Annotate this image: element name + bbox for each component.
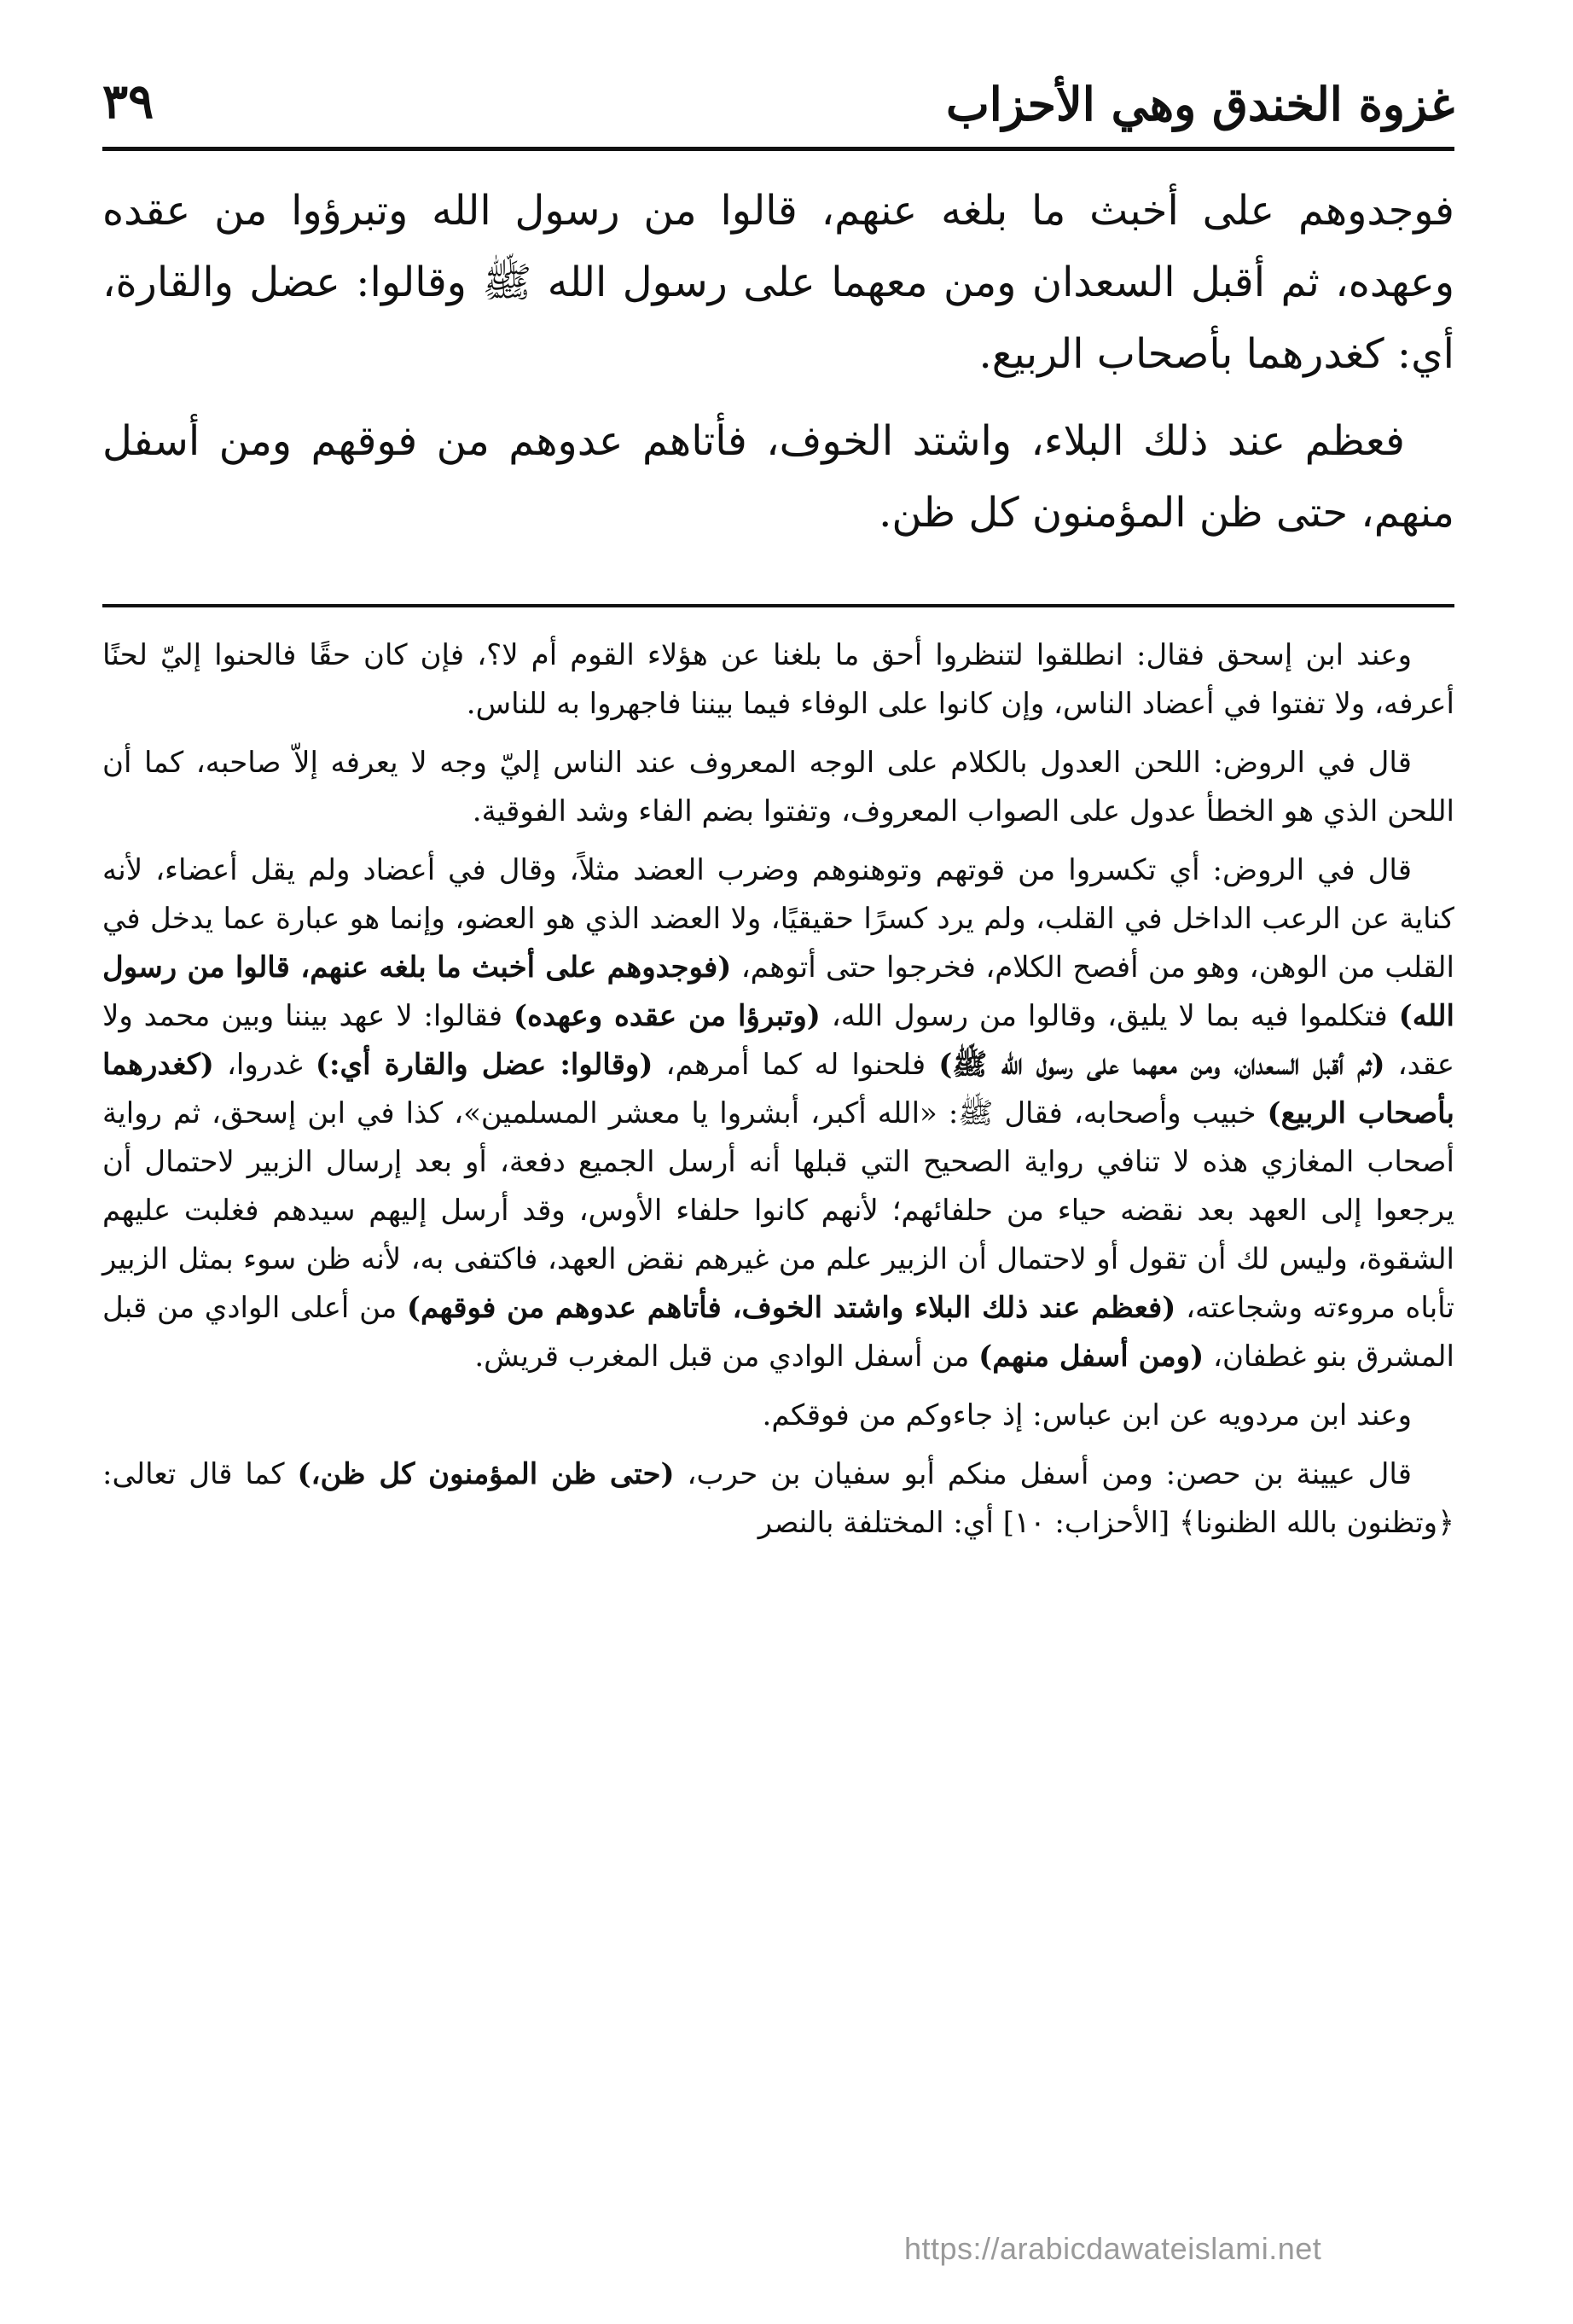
main-paragraph-1: فوجدوهم على أخبث ما بلغه عنهم، قالوا من رسول الله وتبرؤوا من عقده وعهده، ثم أقبل السعدان ومن معهما على رسول الله ﷺ وقالوا: عضل والقارة، أي: كغدرهما بأصحاب الربيع.: [102, 187, 1454, 378]
quoted-matn: (كغدرهما بأصحاب الربيع): [102, 1048, 1454, 1130]
commentary-paragraph-4: وعند ابن مردويه عن ابن عباس: إذ جاءوكم من فوقكم.: [762, 1398, 1412, 1432]
quoted-matn: (فعظم عند ذلك البلاء واشتد الخوف، فأتاهم عدوهم من فوقهم): [406, 1291, 1176, 1325]
commentary: [102, 631, 1454, 1558]
commentary-text: كما قال تعالى: ﴿وتظنون بالله الظنونا﴾ [الأحزاب: ١٠] أي: المختلفة بالنصر: [102, 1457, 1454, 1540]
commentary-text: فقالوا: لا عهد بيننا وبين محمد ولا عقد،: [102, 999, 1454, 1082]
commentary-text: قال في الروض: أي تكسروا من قوتهم وتوهنوهم وضرب العضد مثلاً، وقال في أعضاد ولم يقل أعضاء، لأنه كناية عن الرعب الداخل في القلب، ولم يرد كسرًا حقيقيًا، ولا العضد الذي هو العضو، وإنما هو عبارة عما يدخل في القلب من الوهن، وهو من أفصح الكلام، فخرجوا حتى أتوهم،: [102, 853, 1454, 985]
commentary-paragraph-2: قال في الروض: اللحن العدول بالكلام على الوجه المعروف عند الناس إليّ وجه لا يعرفه إلاّ صاحبه، كما أن اللحن الذي هو الخطأ عدول على الصواب المعروف، وتفتوا بضم الفاء وشد الفوقية.: [102, 746, 1454, 828]
quoted-matn: (ثم أقبل السعدان، ومن معهما على رسول الله ﷺ): [938, 1048, 1385, 1082]
commentary-text: فلحنوا له كما أمرهم،: [653, 1048, 939, 1082]
quoted-matn: (حتى ظن المؤمنون كل ظن،): [297, 1457, 675, 1491]
commentary-paragraph-5: [102, 1450, 1454, 1548]
page-number: ٣٩: [102, 73, 154, 130]
commentary-paragraph-3: [102, 846, 1454, 1381]
main-text: [102, 175, 1454, 564]
running-title: غزوة الخندق وهي الأحزاب: [945, 77, 1454, 131]
commentary-text: من أعلى الوادي من قبل المشرق بنو غطفان،: [102, 1291, 1454, 1374]
commentary-text: غدروا،: [213, 1048, 316, 1082]
commentary-text: من أسفل الوادي من قبل المغرب قريش.: [474, 1339, 979, 1374]
page-header: [102, 68, 1454, 145]
header-rule: [102, 147, 1454, 151]
quoted-matn: (وتبرؤا من عقده وعهده): [513, 999, 821, 1033]
commentary-paragraph-1: وعند ابن إسحق فقال: انطلقوا لتنظروا أحق ما بلغنا عن هؤلاء القوم أم لا؟، فإن كان حقًا فالحنوا إليّ لحنًا أعرفه، ولا تفتوا في أعضاد الناس، وإن كانوا على الوفاء فيما بيننا فاجهروا به للناس.: [102, 638, 1454, 721]
commentary-text: فتكلموا فيه بما لا يليق، وقالوا من رسول الله،: [820, 999, 1399, 1033]
quoted-matn: (ومن أسفل منهم): [978, 1339, 1204, 1374]
commentary-text: خبيب وأصحابه، فقال ﷺ: «الله أكبر، أبشروا يا معشر المسلمين»، كذا في ابن إسحق، ثم رواية أصحاب المغازي هذه لا تنافي رواية الصحيح التي قبلها أنه أرسل الجميع دفعة، أو بعد إرسال الزبير لاحتمال أن يرجعوا إلى العهد بعد نقضه حياء من حلفائهم؛ لأنهم كانوا حلفاء الأوس، وقد أرسل إليهم سيدهم فغلبت عليهم الشقوة، وليس لك أن تقول أو لاحتمال أن الزبير علم من غيرهم نقض العهد، فاكتفى به، لأنه ظن سوء بمثل الزبير تأباه مروءته وشجاعته،: [102, 1096, 1455, 1325]
commentary-text: قال عيينة بن حصن: ومن أسفل منكم أبو سفيان بن حرب،: [674, 1457, 1412, 1491]
main-paragraph-2: فعظم عند ذلك البلاء، واشتد الخوف، فأتاهم عدوهم من فوقهم ومن أسفل منهم، حتى ظن المؤمنون كل ظن.: [102, 417, 1454, 537]
quoted-matn: (فوجدوهم على أخبث ما بلغه عنهم، قالوا من رسول الله): [102, 950, 1454, 1033]
watermark-url: https://arabicdawateislami.net: [904, 2231, 1322, 2266]
quoted-matn: (وقالوا: عضل والقارة أي:): [315, 1048, 653, 1082]
commentary-divider: [102, 604, 1454, 607]
